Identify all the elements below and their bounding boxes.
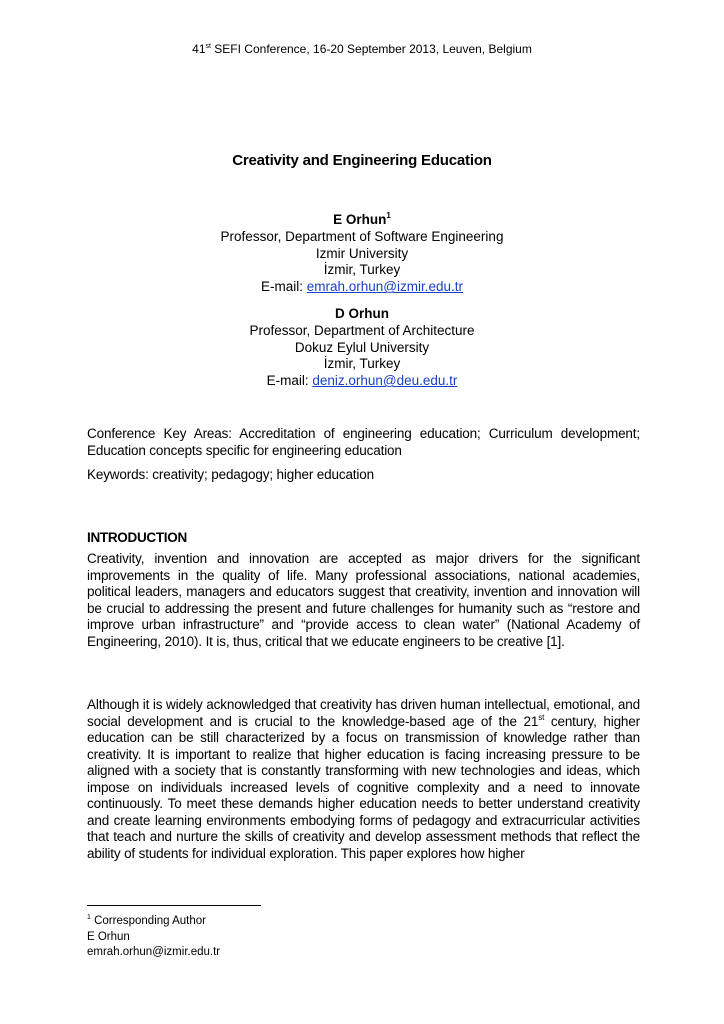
footnote-divider: [87, 905, 261, 906]
paper-title: Creativity and Engineering Education: [232, 152, 492, 169]
running-header: [0, 42, 724, 56]
author-institution: Dokuz Eylul University: [294, 339, 430, 355]
author-name: E Orhun$^1$: [333, 211, 391, 227]
ordinal-superscript: st: [538, 712, 545, 722]
conference-ordinal: st: [205, 43, 211, 50]
section-heading-introduction: INTRODUCTION: [87, 530, 187, 545]
footnote-name: E Orhun: [87, 930, 130, 943]
email-label: E-mail:: [266, 373, 313, 389]
email-label: E-mail:: [260, 279, 307, 295]
footnote: [87, 910, 220, 961]
author-institution: Izmir University: [315, 245, 409, 261]
footnote-mark: 1: [386, 211, 391, 220]
footnote-label-line: $^1$ Corresponding Author: [87, 914, 206, 927]
footnote-email: emrah.orhun@izmir.edu.tr: [87, 946, 221, 958]
author-city: İzmir, Turkey: [323, 356, 401, 372]
author-email-link[interactable]: emrah.orhun@izmir.edu.tr: [306, 279, 464, 295]
conference-key-areas: Conference Key Areas: Accreditation of engineering education; Curriculum development; Education concepts specific for engineering education: [87, 426, 640, 458]
author-email-line: [0, 373, 724, 390]
footnote-mark: 1: [87, 914, 91, 921]
author-position: Professor, Department of Software Engineering: [220, 228, 504, 244]
author-city: İzmir, Turkey: [323, 262, 401, 278]
author-email-link[interactable]: deniz.orhun@deu.edu.tr: [312, 373, 458, 389]
author-2: [0, 306, 724, 390]
introduction-paragraph-1: Creativity, invention and innovation are accepted as major drivers for the significant improvements in the quality of life. Many professional associations, national academies, political leaders, managers and educators suggest that creativity, invention and innovation will be crucial to addressing the present and future challenges for humanity such as “restore and improve urban infrastructure” and “provide access to clean water” (National Academy of Engineering, 2010). It is, thus, critical that we educate engineers to be creative [1].: [87, 551, 640, 649]
introduction-paragraph-2: Although it is widely acknowledged that creativity has driven human intellectual, emotional, and social development and is crucial to the knowledge-based age of the 21st century, higher education can be still characterized by a focus on transmission of knowledge rather than creativity. It is important to realize that higher education is facing increasing pressure to be aligned with a society that is constantly transforming with new technologies and ideas, which impose on individuals increased levels of cognitive complexity and a need to innovate continuously. To meet these demands higher education needs to better understand creativity and create learning environments embodying forms of pedagogy and extracurricular activities that teach and nurture the skills of creativity and develop assessment methods that reflect the ability of students for individual exploration. This paper explores how higher: [87, 697, 640, 861]
conference-details: SEFI Conference, 16-20 September 2013, Leuven, Belgium: [210, 42, 532, 56]
author-email-line: [0, 279, 724, 296]
author-name: D Orhun: [335, 306, 389, 321]
author-position: Professor, Department of Architecture: [249, 322, 475, 338]
keywords: Keywords: creativity; pedagogy; higher education: [87, 467, 374, 482]
conference-number: 41: [192, 42, 206, 56]
author-1: [0, 208, 724, 296]
